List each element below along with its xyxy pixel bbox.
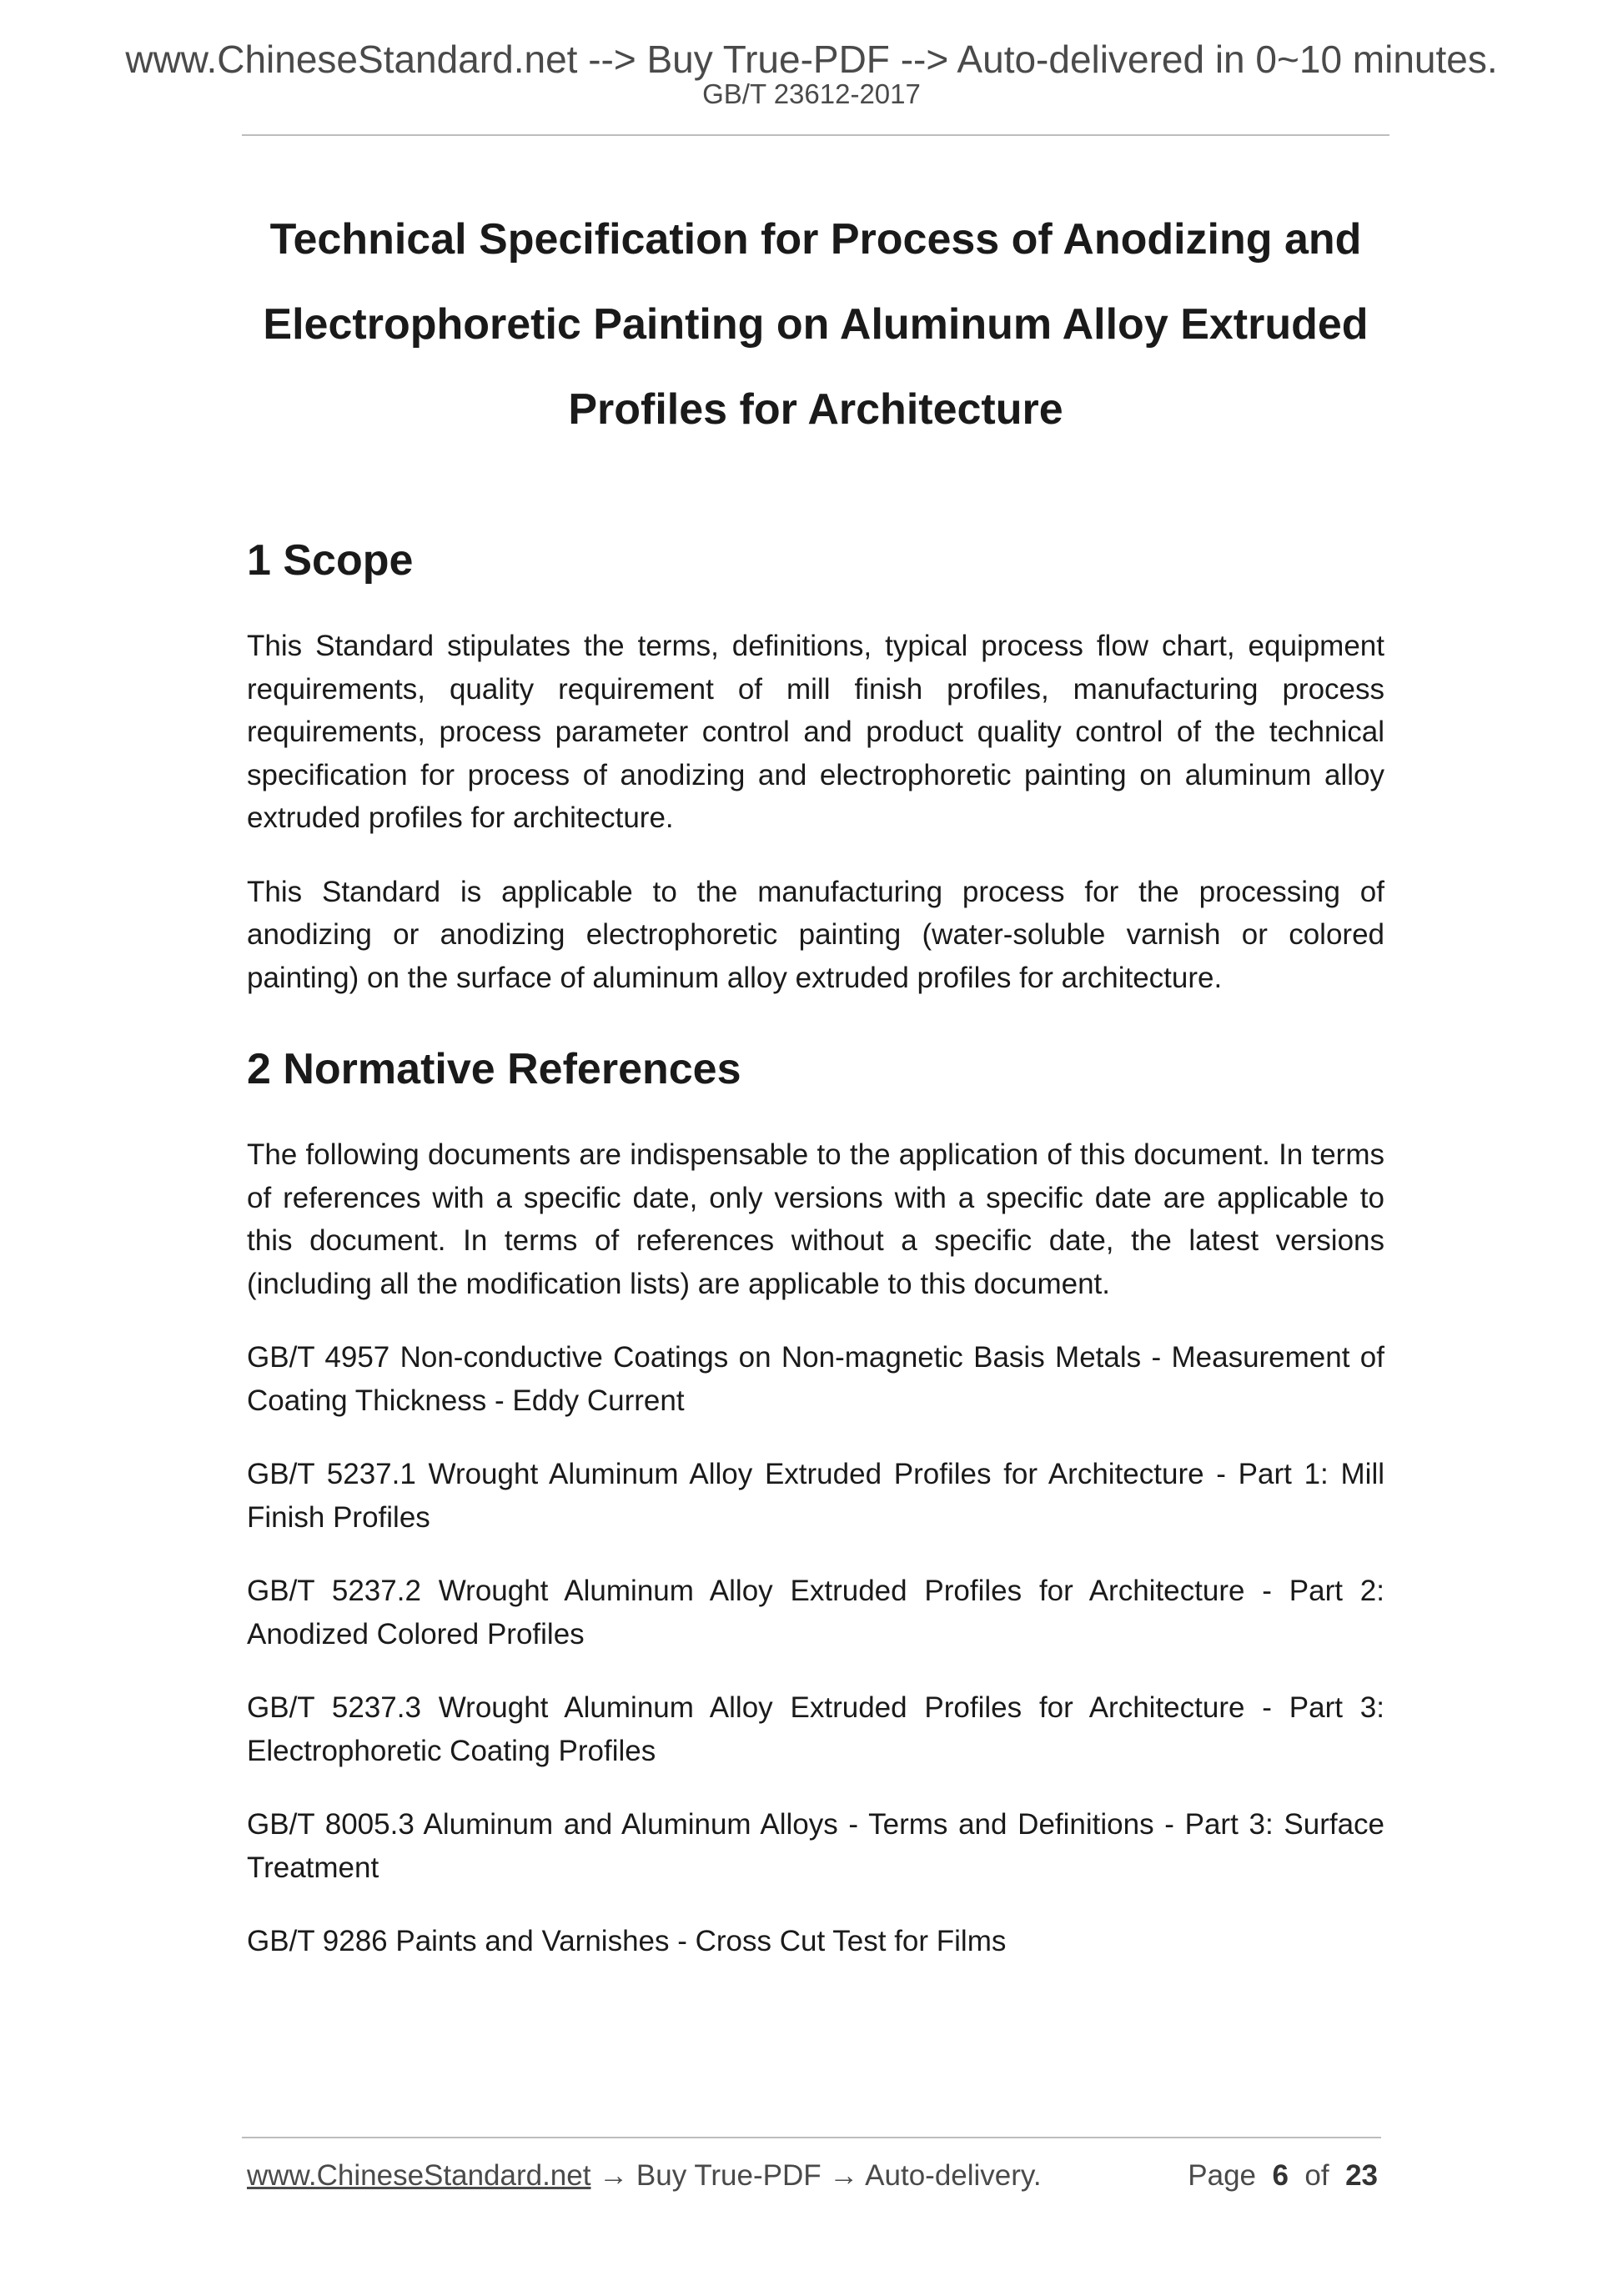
- page-label: Page: [1188, 2159, 1257, 2192]
- title-line: Technical Specification for Process of Anodizing and: [269, 215, 1362, 264]
- scope-paragraph: This Standard is applicable to the manufacturing process for the processing of anodizing or anodizing electrophoretic painting (water-soluble varnish or colored painting) on the surface of aluminum alloy extruded profiles for architecture.: [247, 875, 1384, 994]
- reference-item: GB/T 4957 Non-conductive Coatings on Non-magnetic Basis Metals - Measurement of Coating Thickness - Eddy Current: [247, 1341, 1384, 1417]
- page-current: 6: [1272, 2159, 1289, 2192]
- page-of: of: [1304, 2159, 1329, 2192]
- standard-code: GB/T 23612-2017: [702, 78, 921, 109]
- footer-site-link[interactable]: www.ChineseStandard.net: [247, 2159, 591, 2192]
- section-heading-scope: 1 Scope: [247, 536, 414, 585]
- footer-divider: [242, 2137, 1381, 2138]
- page-total: 23: [1345, 2159, 1378, 2192]
- header-divider: [242, 134, 1389, 136]
- reference-item: GB/T 5237.2 Wrought Aluminum Alloy Extruded Profiles for Architecture - Part 2: Anodized Colored Profiles: [247, 1575, 1384, 1650]
- scope-paragraph: This Standard stipulates the terms, definitions, typical process flow chart, equipment requirements, quality requirement of mill finish profiles, manufacturing process requirements, process parameter control and product quality control of the technical specification for process of anodizing and electrophoretic painting on aluminum alloy extruded profiles for architecture.: [247, 630, 1384, 834]
- footer-promo: [247, 2158, 1042, 2193]
- document-title: [242, 197, 1389, 452]
- reference-item: GB/T 5237.3 Wrought Aluminum Alloy Extruded Profiles for Architecture - Part 3: Electrophoretic Coating Profiles: [247, 1691, 1384, 1767]
- references-intro: The following documents are indispensable to the application of this document. In terms of references with a specific date, only versions with a specific date are applicable to this document. In terms of references without a specific date, the latest versions (including all the modification lists) are applicable to this document.: [247, 1138, 1384, 1300]
- document-body: [247, 534, 1384, 1994]
- header-banner: www.ChineseStandard.net --> Buy True-PDF --> Auto-delivered in 0~10 minutes.: [125, 38, 1498, 81]
- footer-promo-text: → Buy True-PDF → Auto-delivery.: [590, 2159, 1042, 2192]
- title-line: Profiles for Architecture: [568, 385, 1063, 434]
- reference-item: GB/T 5237.1 Wrought Aluminum Alloy Extruded Profiles for Architecture - Part 1: Mill Finish Profiles: [247, 1458, 1384, 1534]
- title-line: Electrophoretic Painting on Aluminum Alloy Extruded: [263, 300, 1369, 349]
- section-heading-normative-references: 2 Normative References: [247, 1045, 741, 1093]
- reference-item: GB/T 9286 Paints and Varnishes - Cross Cut Test for Films: [247, 1925, 1007, 1957]
- page-number: [1188, 2158, 1378, 2193]
- reference-item: GB/T 8005.3 Aluminum and Aluminum Alloys - Terms and Definitions - Part 3: Surface Treatment: [247, 1808, 1384, 1884]
